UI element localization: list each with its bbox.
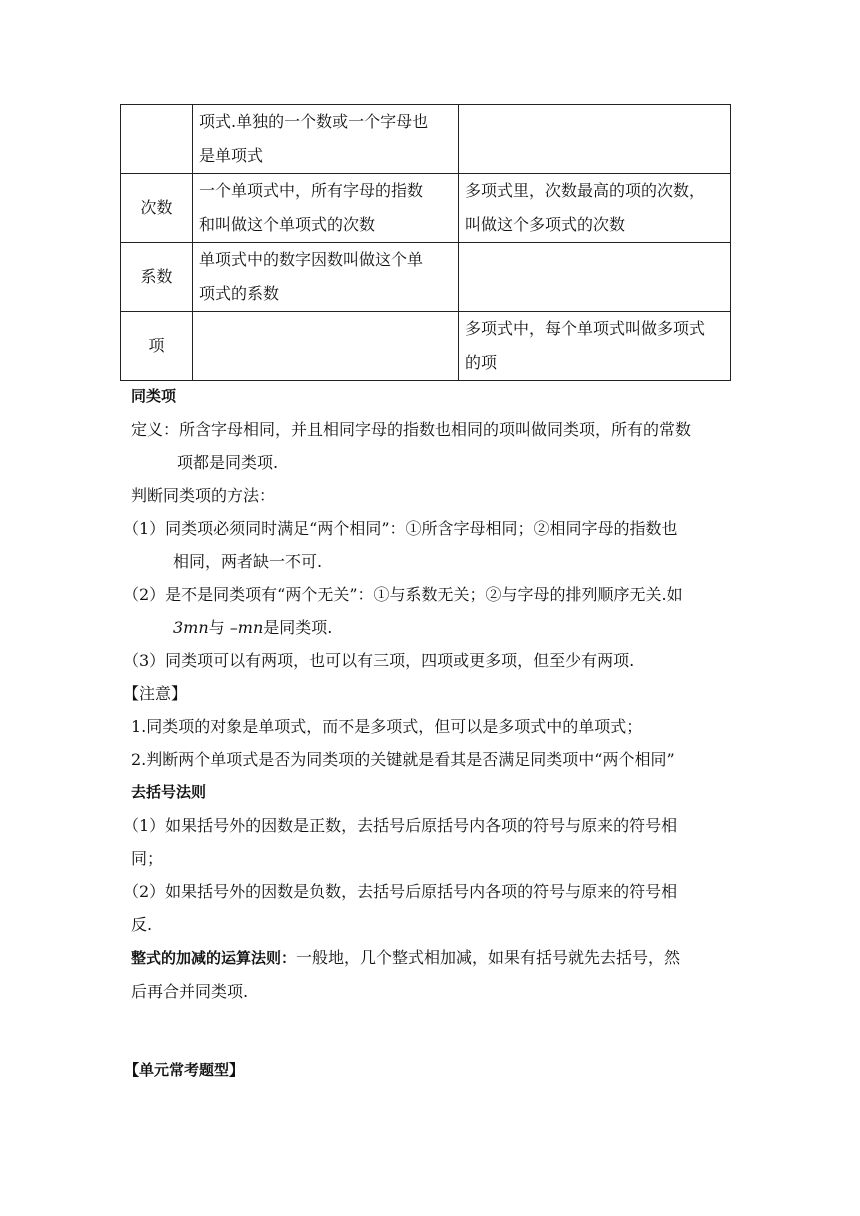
cell-line: 和叫做这个单项式的次数 [199, 215, 376, 234]
definition-line: 定义：所含字母相同，并且相同字母的指数也相同的项叫做同类项，所有的常数 [131, 420, 692, 439]
row-head [121, 105, 193, 174]
method-item-1-cont: 相同，两者缺一不可. [173, 552, 323, 571]
monomial-cell [193, 105, 459, 174]
row-head: 项 [121, 312, 193, 381]
cell-line: 叫做这个多项式的次数 [465, 215, 626, 234]
polynomial-cell [459, 243, 731, 312]
table-row [121, 243, 731, 312]
bracket-rule-2-cont: 反. [131, 915, 153, 934]
item-end: 是同类项. [263, 618, 333, 637]
note-title: 【注意】 [123, 684, 188, 703]
method-item-2: （2）是不是同类项有“两个无关”：①与系数无关；②与字母的排列顺序无关.如 [123, 585, 683, 604]
method-item-3: （3）同类项可以有两项，也可以有三项，四项或更多项，但至少有两项. [123, 651, 635, 670]
polynomial-cell [459, 105, 731, 174]
method-item-2-cont [131, 611, 731, 644]
cell-line: 的项 [465, 353, 498, 372]
method-item-1: （1）同类项必须同时满足“两个相同”：①所含字母相同；②相同字母的指数也 [123, 519, 678, 538]
definition-line: 项都是同类项. [177, 453, 279, 472]
row-head: 系数 [121, 243, 193, 312]
rule-title: 整式的加减的运算法则： [131, 949, 297, 967]
cell-line: 单项式中的数字因数叫做这个单 [199, 250, 424, 269]
cell-line: 是单项式 [199, 146, 264, 165]
table-row [121, 312, 731, 381]
monomial-cell [193, 174, 459, 243]
polynomial-cell [459, 174, 731, 243]
definition-table [120, 104, 731, 381]
cell-line: 多项式中，每个单项式叫做多项式 [465, 319, 706, 338]
polynomial-cell [459, 312, 731, 381]
bracket-rule-1: （1）如果括号外的因数是正数，去括号后原括号内各项的符号与原来的符号相 [123, 816, 678, 835]
addsub-rule-cont: 后再合并同类项. [131, 982, 249, 1001]
rule-text: 一般地，几个整式相加减，如果有括号就先去括号，然 [296, 948, 681, 967]
monomial-cell [193, 243, 459, 312]
unit-title: 【单元常考题型】 [124, 1061, 245, 1079]
table-row [121, 174, 731, 243]
cell-line: 项式.单独的一个数或一个字母也 [199, 112, 429, 131]
cell-line: 一个单项式中，所有字母的指数 [199, 181, 424, 200]
section-title: 同类项 [131, 387, 177, 405]
method-title: 判断同类项的方法： [131, 486, 276, 505]
row-head: 次数 [121, 174, 193, 243]
cell-line: 项式的系数 [199, 284, 280, 303]
section-title: 去括号法则 [131, 783, 207, 801]
like-terms-section [123, 380, 731, 1008]
table-row [121, 105, 731, 174]
expression: 3mn [173, 618, 209, 637]
addsub-rule [131, 941, 731, 975]
cell-line: 多项式里，次数最高的项的次数， [465, 181, 706, 200]
bracket-rule-2: （2）如果括号外的因数是负数，去括号后原括号内各项的符号与原来的符号相 [123, 882, 678, 901]
bracket-rule-1-cont: 同； [131, 849, 164, 868]
monomial-cell [193, 312, 459, 381]
note-line: 1.同类项的对象是单项式，而不是多项式，但可以是多项式中的单项式； [131, 717, 643, 736]
connector: 与 [208, 618, 225, 637]
note-line: 2.判断两个单项式是否为同类项的关键就是看其是否满足同类项中“两个相同” [131, 750, 675, 769]
expression: –mn [229, 618, 264, 637]
